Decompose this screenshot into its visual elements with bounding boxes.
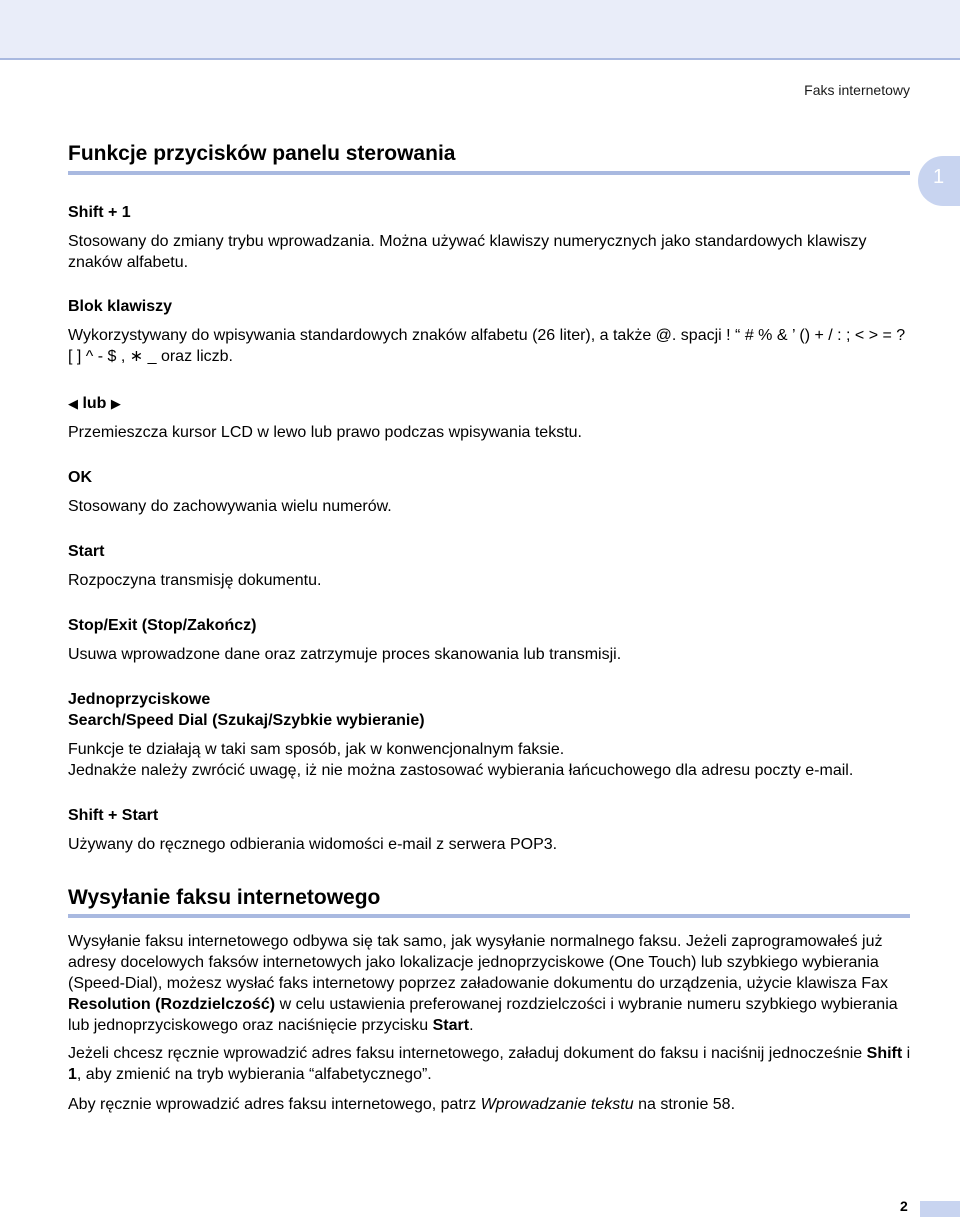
paragraph-reference bbox=[68, 1094, 913, 1115]
key-label: lub bbox=[82, 395, 107, 412]
key-description: Rozpoczyna transmisję dokumentu. bbox=[68, 572, 322, 589]
key-label: OK bbox=[68, 469, 92, 486]
key-description: Przemieszcza kursor LCD w lewo lub prawo podczas wpisywania tekstu. bbox=[68, 424, 582, 441]
key-label: Stop/Exit (Stop/Zakończ) bbox=[68, 617, 257, 634]
text-run: Wysyłanie faksu internetowego odbywa się tak samo, jak wysyłanie normalnego faksu. Jeżeli zaprogramowałeś już adresy docelowych faksów internetowych jako lokalizacje jednoprzyciskowe (One Touch) lub szybkiego wybierania (Speed-Dial), możesz wysłać faks internetowy poprzez załadowanie dokumentu do urządzenia, użycie klawisza Fax bbox=[68, 933, 888, 992]
key-description: Wykorzystywany do wpisywania standardowych znaków alfabetu (26 liter), a także @. spacji ! “ # % & ’ () + / : ; < > = ? [ ] ^ - $ , ∗ _ oraz liczb. bbox=[68, 327, 906, 365]
key-label: Shift + Start bbox=[68, 807, 159, 824]
cross-reference-link[interactable]: Wprowadzanie tekstu bbox=[480, 1096, 634, 1113]
text-run: Aby ręcznie wprowadzić adres faksu internetowego, patrz bbox=[68, 1096, 481, 1113]
footer-bar bbox=[920, 1201, 960, 1217]
section-heading-sending: Wysyłanie faksu internetowego bbox=[68, 886, 381, 909]
key-label: Blok klawiszy bbox=[68, 298, 173, 315]
left-arrow-icon: ◀ bbox=[68, 396, 78, 411]
text-run: w celu ustawienia preferowanej rozdzielczości i wybranie numeru szybkiego wybierania lub jednoprzyciskowego oraz naciśnięcie przycisku bbox=[68, 996, 898, 1034]
key-item-stop-exit bbox=[68, 615, 913, 665]
key-description: Używany do ręcznego odbierania widomości e-mail z serwera POP3. bbox=[68, 836, 558, 853]
key-description: Stosowany do zachowywania wielu numerów. bbox=[68, 498, 392, 515]
key-item-start bbox=[68, 541, 913, 591]
key-label: Start bbox=[68, 543, 105, 560]
key-label-row bbox=[68, 393, 913, 414]
key-label: Jednoprzyciskowe bbox=[68, 691, 211, 708]
text-run-bold: Start bbox=[432, 1017, 470, 1034]
paragraph-manual-entry bbox=[68, 1043, 913, 1085]
chapter-number: 1 bbox=[933, 166, 945, 188]
key-item-shift-start bbox=[68, 805, 913, 855]
text-run: , aby zmienić na tryb wybierania “alfabetycznego”. bbox=[76, 1066, 432, 1083]
key-description: Funkcje te działają w taki sam sposób, jak w konwencjonalnym faksie. bbox=[68, 741, 565, 758]
text-run-bold: 1 bbox=[68, 1066, 77, 1083]
right-arrow-icon: ▶ bbox=[110, 396, 121, 411]
key-description: Stosowany do zmiany trybu wprowadzania. Można używać klawiszy numerycznych jako standardowych klawiszy znaków alfabetu. bbox=[68, 233, 867, 271]
key-item-keypad bbox=[68, 296, 913, 367]
text-run-bold: Resolution (Rozdzielczość) bbox=[68, 996, 276, 1013]
paragraph-sending-intro bbox=[68, 931, 913, 1036]
text-run: Jeżeli chcesz ręcznie wprowadzić adres faksu internetowego, załaduj dokument do faksu i naciśnij jednocześnie bbox=[68, 1045, 867, 1062]
page-number: 2 bbox=[900, 1198, 908, 1214]
text-run: i bbox=[902, 1045, 911, 1062]
key-label: Shift + 1 bbox=[68, 204, 131, 221]
key-item-arrows bbox=[68, 393, 913, 443]
key-description: Usuwa wprowadzone dane oraz zatrzymuje proces skanowania lub transmisji. bbox=[68, 646, 622, 663]
key-item-shift-1 bbox=[68, 202, 913, 273]
heading-rule bbox=[68, 171, 910, 175]
text-run: . bbox=[469, 1017, 474, 1034]
top-band bbox=[0, 0, 960, 60]
key-item-ok bbox=[68, 467, 913, 517]
running-header: Faks internetowy bbox=[804, 82, 910, 98]
key-label-2: Search/Speed Dial (Szukaj/Szybkie wybieranie) bbox=[68, 712, 425, 729]
text-run-bold: Shift bbox=[866, 1045, 903, 1062]
key-item-one-touch bbox=[68, 689, 913, 781]
heading-rule bbox=[68, 914, 910, 918]
section-heading-buttons: Funkcje przycisków panelu sterowania bbox=[68, 142, 456, 165]
text-run: na stronie 58. bbox=[633, 1096, 736, 1113]
key-description-2: Jednakże należy zwrócić uwagę, iż nie można zastosować wybierania łańcuchowego dla adresu poczty e-mail. bbox=[68, 762, 854, 779]
